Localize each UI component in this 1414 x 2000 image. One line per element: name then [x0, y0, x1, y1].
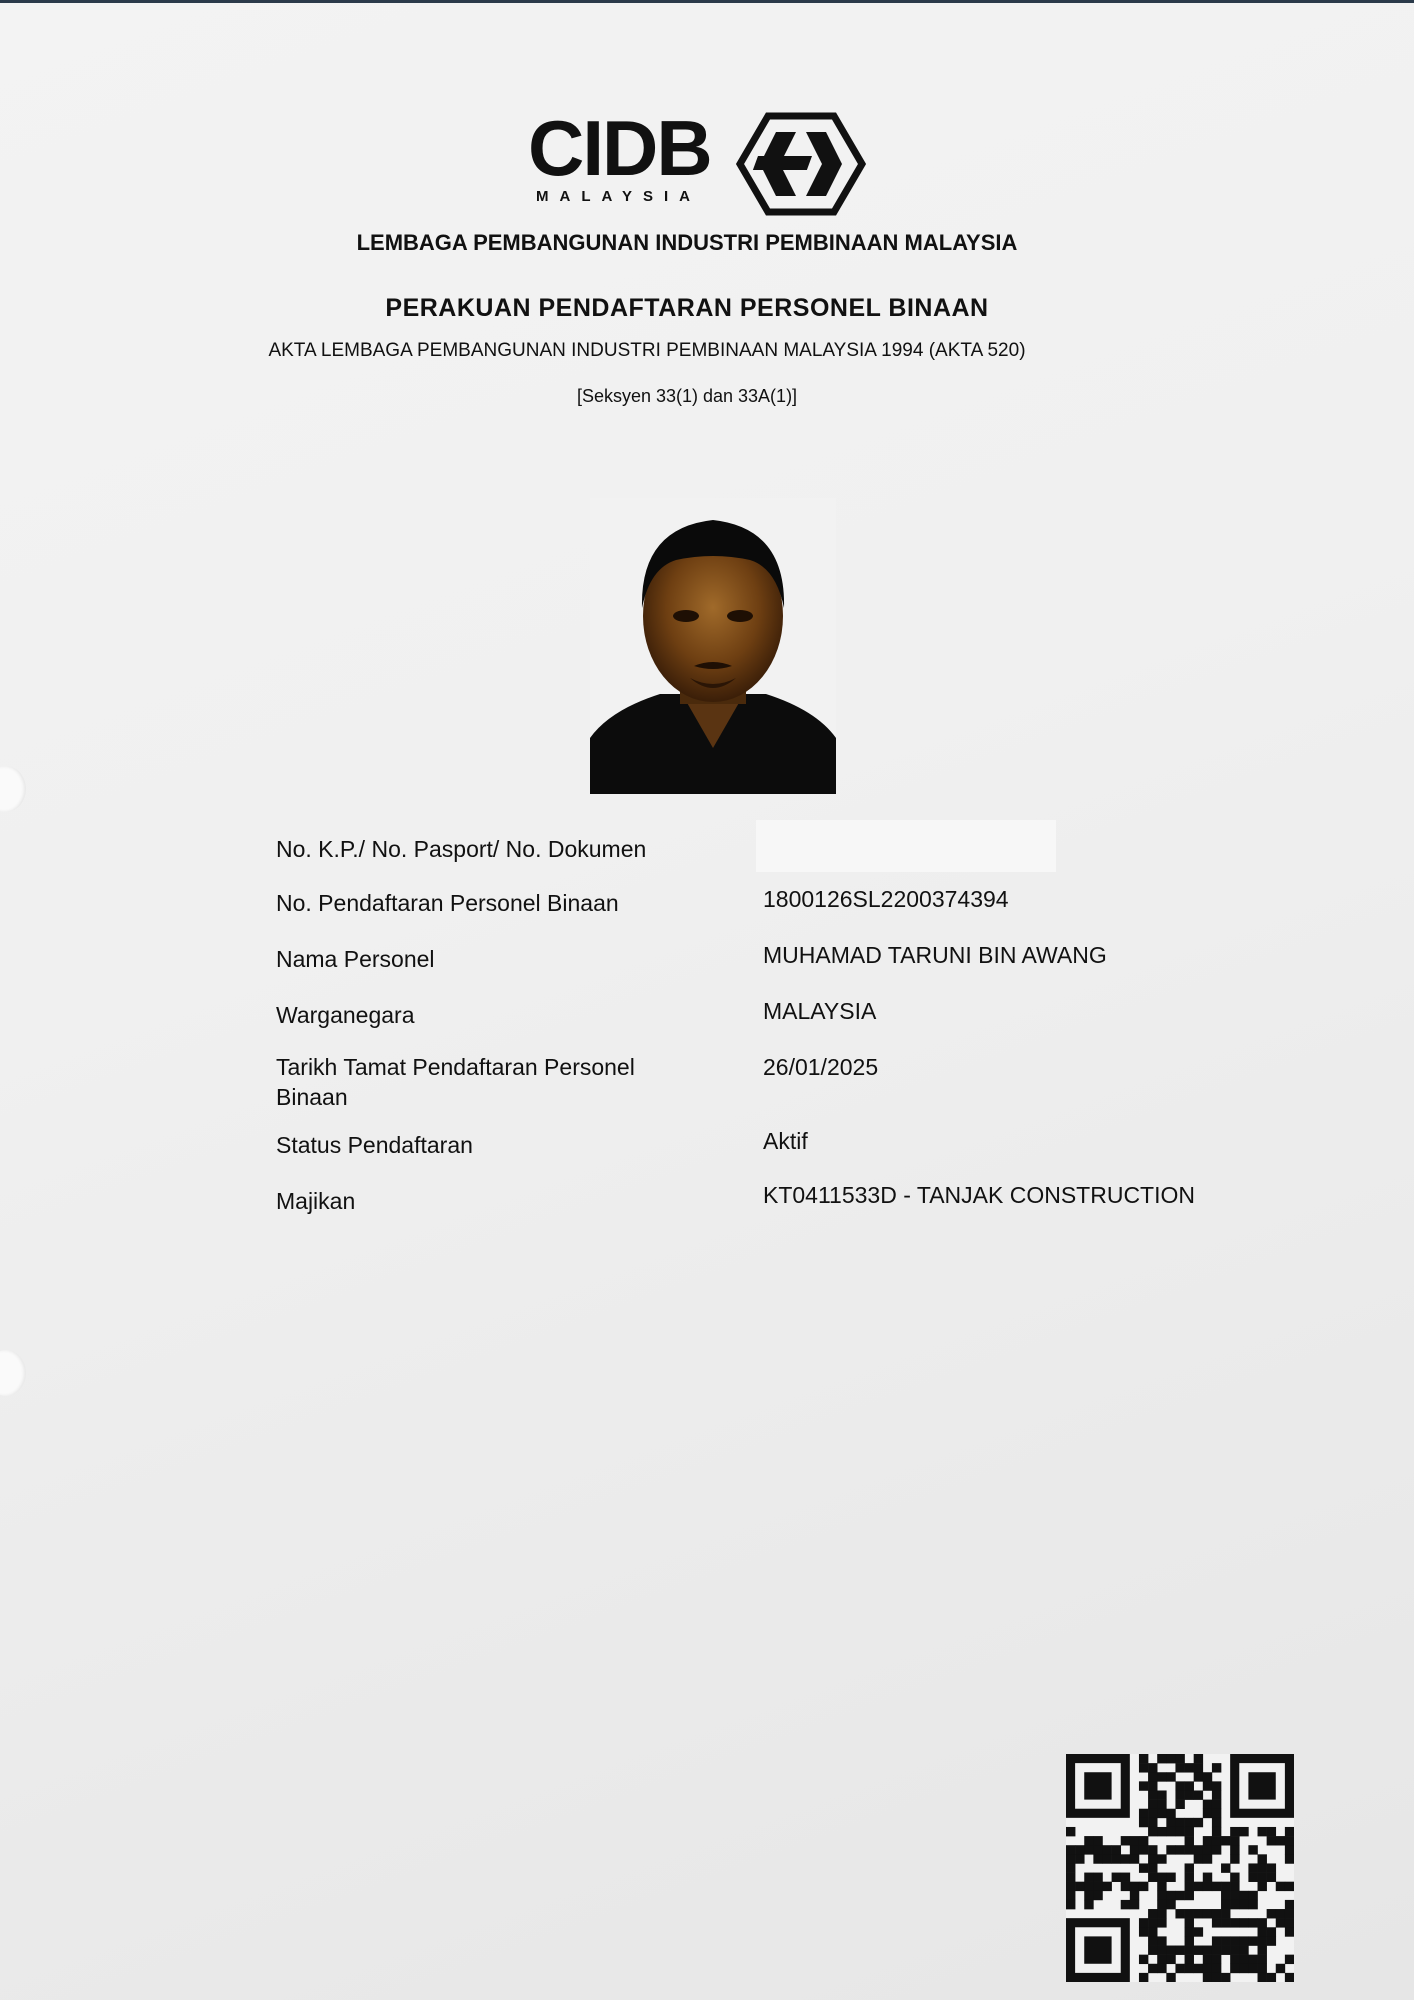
top-bar: [0, 0, 1414, 3]
act-reference: AKTA LEMBAGA PEMBANGUNAN INDUSTRI PEMBINAAN MALAYSIA 1994 (AKTA 520): [268, 340, 1026, 361]
detail-value: Aktif: [763, 1128, 808, 1154]
detail-label: Majikan: [276, 1188, 356, 1214]
cidb-logo: [528, 104, 868, 218]
punch-hole: [0, 1350, 26, 1396]
detail-label: Tarikh Tamat Pendaftaran Personel Binaan: [276, 1054, 635, 1110]
punch-hole: [0, 766, 26, 812]
detail-value: 26/01/2025: [763, 1054, 879, 1080]
certificate-title: PERAKUAN PENDAFTARAN PERSONEL BINAAN: [385, 294, 989, 322]
cidb-emblem-icon: [736, 112, 866, 216]
organization-name: LEMBAGA PEMBANGUNAN INDUSTRI PEMBINAAN MALAYSIA: [356, 230, 1018, 255]
detail-value: MUHAMAD TARUNI BIN AWANG: [763, 942, 1107, 968]
detail-label: No. K.P./ No. Pasport/ No. Dokumen: [276, 836, 647, 862]
detail-value: 1800126SL2200374394: [763, 886, 1009, 912]
detail-label: Status Pendaftaran: [276, 1132, 473, 1158]
detail-value: MALAYSIA: [763, 998, 877, 1024]
redacted-area: [756, 820, 1056, 872]
person-portrait-photo: [590, 498, 836, 794]
logo-wordmark: CIDB: [528, 104, 711, 192]
detail-value: KT0411533D - TANJAK CONSTRUCTION: [763, 1182, 1195, 1208]
qr-code-icon: [1066, 1754, 1294, 1982]
detail-label: Nama Personel: [276, 946, 435, 972]
logo-country: MALAYSIA: [536, 188, 701, 205]
detail-label: No. Pendaftaran Personel Binaan: [276, 890, 619, 916]
detail-label: Warganegara: [276, 1002, 415, 1028]
section-reference: [Seksyen 33(1) dan 33A(1)]: [576, 386, 798, 406]
